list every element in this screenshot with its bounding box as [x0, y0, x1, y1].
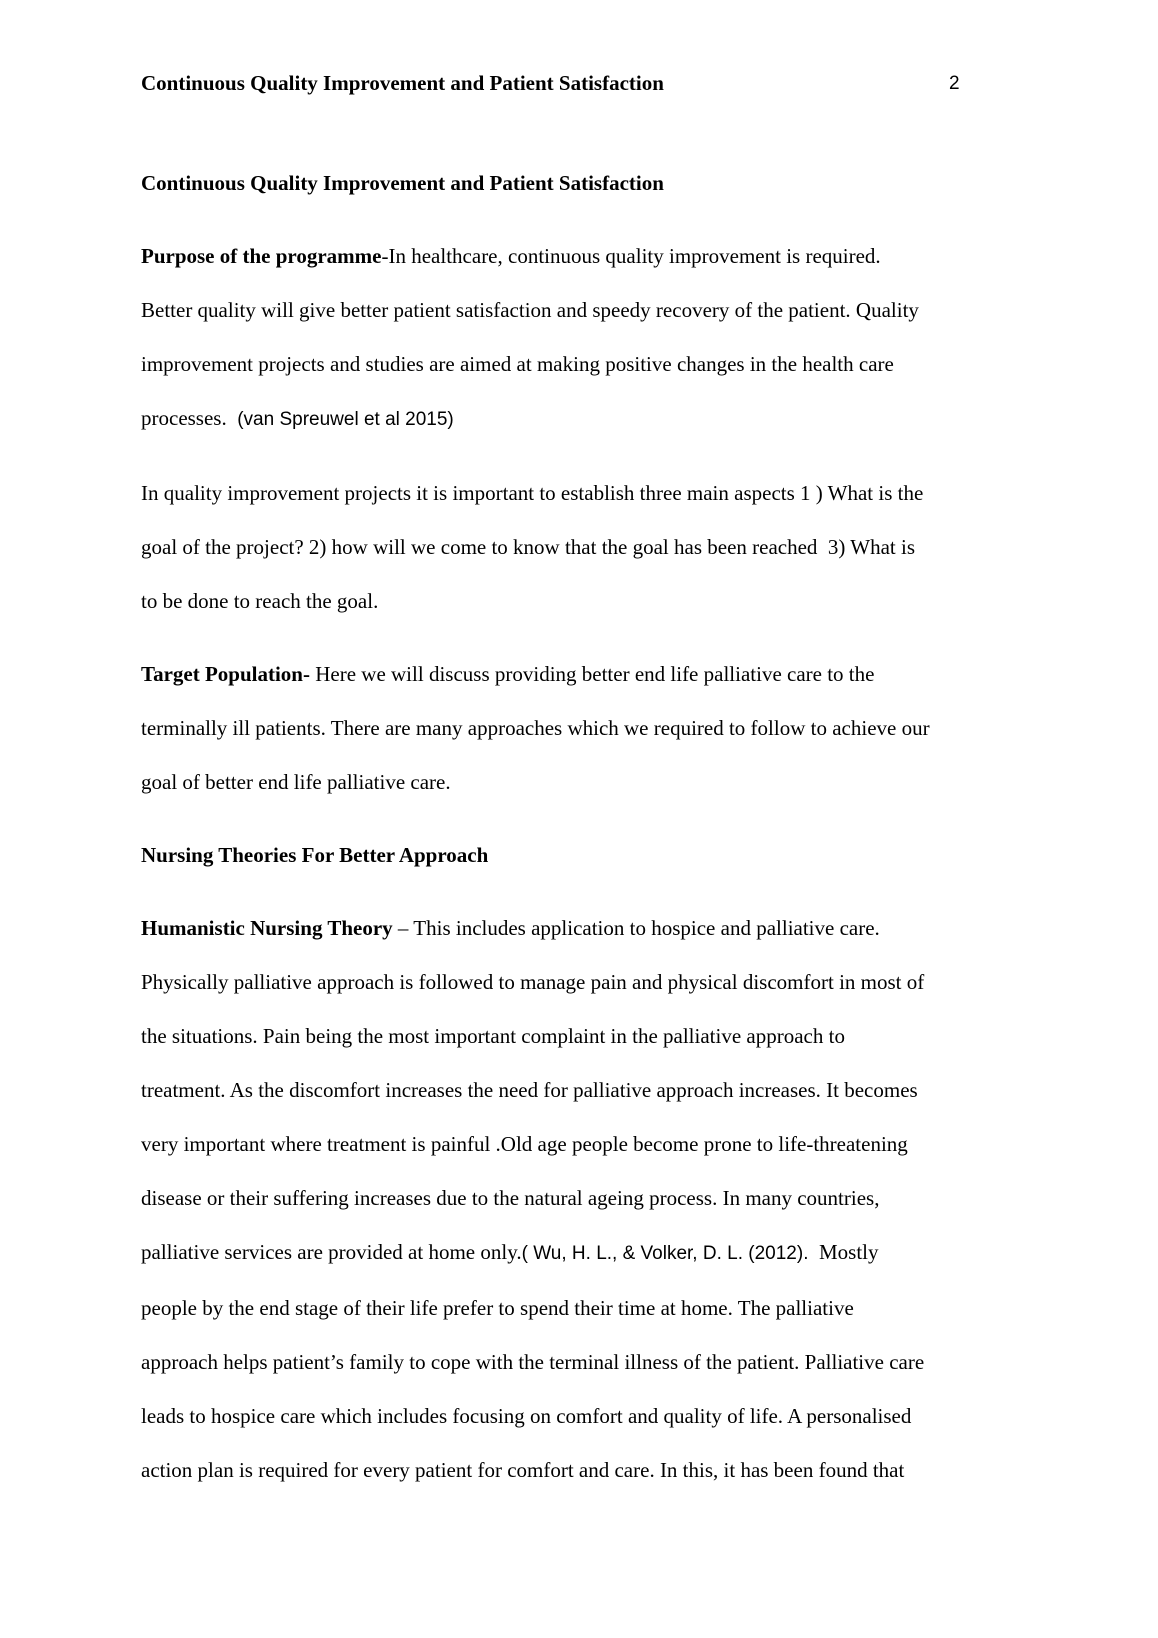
- humanistic-line-4: treatment. As the discomfort increases the need for palliative approach increases. It becomes: [141, 1078, 918, 1102]
- text-line: [141, 647, 1021, 701]
- humanistic-line-7-rest: Mostly: [813, 1240, 879, 1264]
- humanistic-line-3: the situations. Pain being the most important complaint in the palliative approach to: [141, 1024, 845, 1048]
- purpose-paragraph: [141, 229, 1021, 447]
- humanistic-line-10: leads to hospice care which includes focusing on comfort and quality of life. A personalised: [141, 1404, 912, 1428]
- target-heading: Target Population-: [141, 662, 310, 686]
- humanistic-line-11: action plan is required for every patient for comfort and care. In this, it has been found that: [141, 1458, 905, 1482]
- target-line-3: goal of better end life palliative care.: [141, 770, 451, 794]
- target-paragraph: [141, 647, 1021, 809]
- purpose-line-2: Better quality will give better patient satisfaction and speedy recovery of the patient. Quality: [141, 298, 919, 322]
- humanistic-line-5: very important where treatment is painful .Old age people become prone to life-threatening: [141, 1132, 908, 1156]
- humanistic-line-2: Physically palliative approach is followed to manage pain and physical discomfort in most of: [141, 970, 925, 994]
- humanistic-line-1: – This includes application to hospice and palliative care.: [392, 916, 880, 940]
- purpose-line-4: processes.: [141, 406, 238, 430]
- purpose-line-3: improvement projects and studies are aimed at making positive changes in the health care: [141, 352, 894, 376]
- document-title: Continuous Quality Improvement and Patient Satisfaction: [141, 171, 664, 195]
- text-line: [141, 229, 1021, 283]
- aspects-paragraph: [141, 466, 1021, 628]
- page-number: 2: [949, 73, 960, 94]
- humanistic-paragraph: [141, 901, 1021, 1497]
- text-line: [141, 391, 1021, 447]
- humanistic-line-8: people by the end stage of their life prefer to spend their time at home. The palliative: [141, 1296, 854, 1320]
- theories-heading: Nursing Theories For Better Approach: [141, 843, 489, 867]
- purpose-line-1: -In healthcare, continuous quality improvement is required.: [381, 244, 881, 268]
- target-line-1: Here we will discuss providing better end life palliative care to the: [309, 662, 875, 686]
- humanistic-line-7: palliative services are provided at home only.: [141, 1240, 522, 1264]
- citation-van-spreuwel: (van Spreuwel et al 2015): [237, 409, 454, 430]
- target-line-2: terminally ill patients. There are many approaches which we required to follow to achieve our: [141, 716, 930, 740]
- text-line: [141, 1225, 1021, 1281]
- humanistic-line-6: disease or their suffering increases due to the natural ageing process. In many countries,: [141, 1186, 880, 1210]
- aspects-line-1: In quality improvement projects it is important to establish three main aspects 1 ) What is the: [141, 481, 924, 505]
- humanistic-heading: Humanistic Nursing Theory: [141, 916, 393, 940]
- aspects-line-2: goal of the project? 2) how will we come to know that the goal has been reached 3) What is: [141, 535, 916, 559]
- text-line: [141, 901, 1021, 955]
- aspects-line-3: to be done to reach the goal.: [141, 589, 379, 613]
- running-head-title: Continuous Quality Improvement and Patient Satisfaction: [141, 71, 664, 95]
- document-body: [141, 156, 1021, 1516]
- citation-wu-volker: ( Wu, H. L., & Volker, D. L. (2012).: [521, 1243, 814, 1264]
- purpose-heading: Purpose of the programme: [141, 244, 382, 268]
- humanistic-line-9: approach helps patient’s family to cope with the terminal illness of the patient. Palliative care: [141, 1350, 925, 1374]
